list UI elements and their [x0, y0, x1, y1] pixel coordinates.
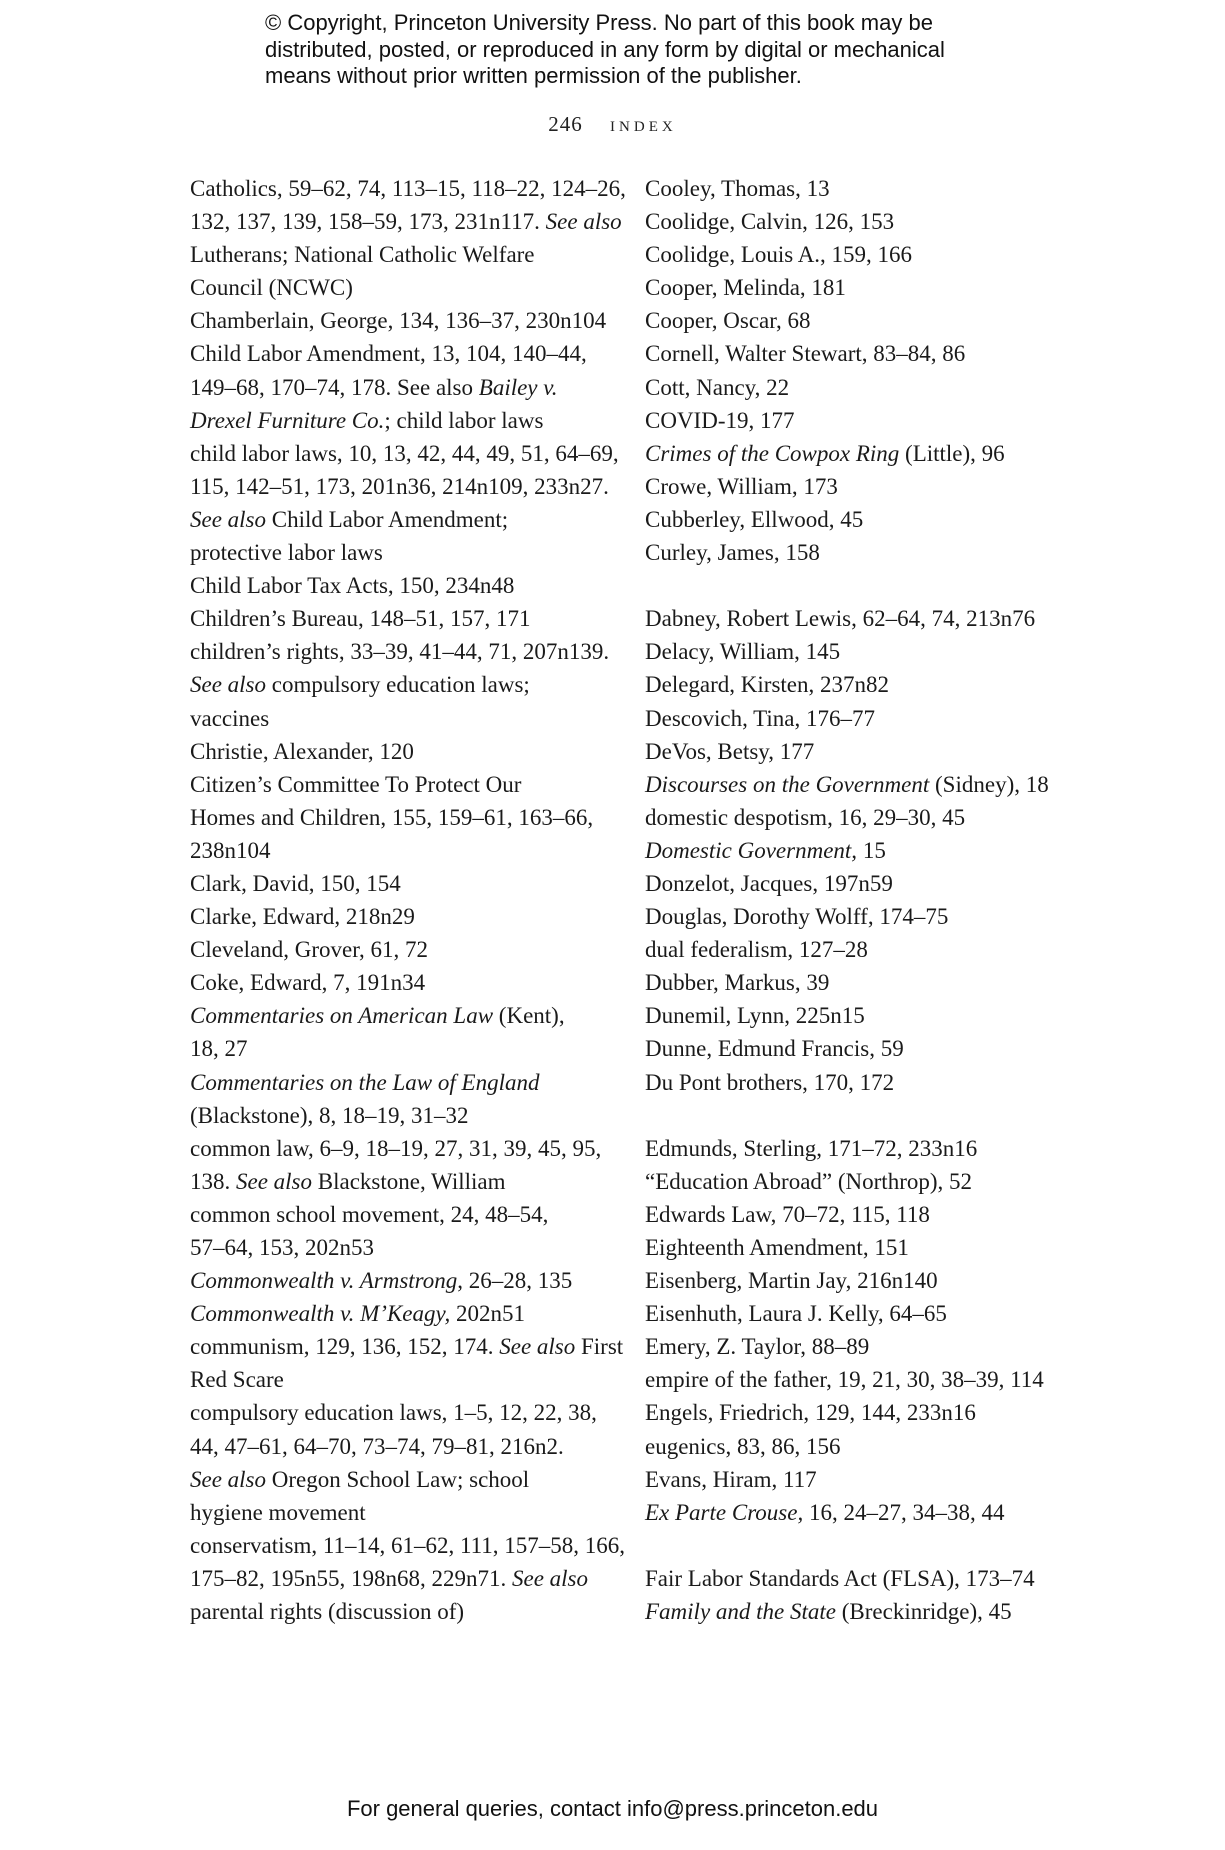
index-entry-line: Dunne, Edmund Francis, 59	[645, 1036, 904, 1062]
index-entry-line: Coke, Edward, 7, 191n34	[190, 970, 426, 996]
index-entry-line: 138. See also Blackstone, William	[190, 1168, 506, 1194]
letter-group-gap	[645, 1529, 1085, 1562]
index-entry	[645, 503, 1085, 536]
index-entry	[645, 867, 1085, 900]
index-entry-line: Chamberlain, George, 134, 136–37, 230n104	[190, 308, 607, 334]
index-entry	[645, 1330, 1085, 1363]
index-entry	[190, 768, 620, 867]
index-entry-line: Cooper, Melinda, 181	[645, 275, 846, 301]
index-entry-line: Engels, Friedrich, 129, 144, 233n16	[645, 1400, 976, 1426]
index-entry-line: 238n104	[190, 837, 271, 863]
copyright-notice	[265, 10, 1025, 90]
index-entry	[645, 735, 1085, 768]
index-entry-line: Edwards Law, 70–72, 115, 118	[645, 1201, 930, 1227]
index-entry	[190, 900, 620, 933]
index-entry-line: Homes and Children, 155, 159–61, 163–66,	[190, 804, 594, 830]
index-entry	[190, 1529, 626, 1628]
index-entry-line: Du Pont brothers, 170, 172	[645, 1069, 895, 1095]
index-entry	[645, 1032, 1085, 1065]
index-entry	[645, 933, 1085, 966]
index-entry	[645, 470, 1085, 503]
index-entry-line: protective labor laws	[190, 540, 383, 566]
index-entry-line: 132, 137, 139, 158–59, 173, 231n117. See also	[190, 209, 622, 235]
index-entry	[190, 304, 620, 337]
index-entry	[645, 1264, 1085, 1297]
copyright-line: distributed, posted, or reproduced in any form by digital or mechanical	[265, 36, 945, 62]
index-entry	[645, 1066, 1085, 1099]
index-entry-line: Child Labor Tax Acts, 150, 234n48	[190, 573, 515, 599]
index-entry	[645, 635, 1085, 668]
index-entry-line: Commonwealth v. Armstrong, 26–28, 135	[190, 1268, 573, 1294]
index-entry-line: See also Child Labor Amendment;	[190, 506, 509, 532]
index-entry	[190, 337, 620, 436]
index-entry	[190, 1066, 620, 1132]
index-entry-line: dual federalism, 127–28	[645, 937, 868, 963]
index-entry	[645, 536, 1085, 569]
index-entry	[645, 1165, 1085, 1198]
index-entry-line: Family and the State (Breckinridge), 45	[645, 1599, 1012, 1625]
index-entry-line: Eighteenth Amendment, 151	[645, 1235, 909, 1260]
index-entry	[190, 1132, 620, 1198]
index-entry-line: Cooper, Oscar, 68	[645, 308, 811, 334]
copyright-line: © Copyright, Princeton University Press. No part of this book may be	[265, 10, 933, 35]
index-entry-line: Crimes of the Cowpox Ring (Little), 96	[645, 440, 1005, 466]
index-entry-line: 115, 142–51, 173, 201n36, 214n109, 233n27.	[190, 473, 609, 499]
index-entry-line: Crowe, William, 173	[645, 473, 838, 499]
index-entry	[645, 1463, 1085, 1496]
index-entry-line: common school movement, 24, 48–54,	[190, 1201, 549, 1227]
index-entry-line: Donzelot, Jacques, 197n59	[645, 870, 893, 896]
index-entry	[645, 271, 1085, 304]
index-entry-line: “Education Abroad” (Northrop), 52	[645, 1168, 973, 1194]
index-entry-line: Council (NCWC)	[190, 275, 353, 301]
section-title: index	[610, 112, 677, 136]
index-entry	[645, 1496, 1085, 1529]
index-entry-line: Dubber, Markus, 39	[645, 970, 830, 996]
index-entry-line: Delacy, William, 145	[645, 639, 841, 665]
index-entry-line: 175–82, 195n55, 198n68, 229n71. See also	[190, 1565, 589, 1591]
index-entry-line: Commentaries on American Law (Kent),	[190, 1003, 565, 1029]
index-entry-line: domestic despotism, 16, 29–30, 45	[645, 804, 966, 830]
index-entry-line: 44, 47–61, 64–70, 73–74, 79–81, 216n2.	[190, 1433, 564, 1459]
index-entry-line: Eisenhuth, Laura J. Kelly, 64–65	[645, 1301, 947, 1327]
index-entry-line: compulsory education laws, 1–5, 12, 22, 38,	[190, 1400, 597, 1426]
footer-contact: For general queries, contact info@press.princeton.edu	[346, 1796, 879, 1821]
index-entry-line: DeVos, Betsy, 177	[645, 738, 815, 764]
index-entry	[190, 867, 620, 900]
index-entry	[645, 1132, 1085, 1165]
index-entry	[645, 602, 1085, 635]
index-entry	[645, 1396, 1085, 1429]
index-entry-line: Coolidge, Calvin, 126, 153	[645, 209, 895, 235]
index-entry-line: Red Scare	[190, 1367, 284, 1393]
index-entry-line: common law, 6–9, 18–19, 27, 31, 39, 45, 95,	[190, 1135, 602, 1161]
index-entry-line: empire of the father, 19, 21, 30, 38–39, 114	[645, 1367, 1044, 1393]
index-entry-line: communism, 129, 136, 152, 174. See also First	[190, 1334, 624, 1360]
index-entry-line: Coolidge, Louis A., 159, 166	[645, 242, 913, 268]
index-entry	[190, 735, 620, 768]
index-entry	[645, 668, 1085, 701]
index-entry-line: Cooley, Thomas, 13	[645, 176, 830, 201]
index-entry	[645, 371, 1085, 404]
letter-group-gap	[645, 1099, 1085, 1132]
index-entry	[645, 404, 1085, 437]
index-entry	[645, 1595, 1085, 1628]
index-entry	[190, 966, 620, 999]
index-entry	[190, 635, 620, 734]
index-entry-line: (Blackstone), 8, 18–19, 31–32	[190, 1102, 469, 1128]
index-entry	[190, 1264, 620, 1297]
index-entry	[190, 1198, 620, 1264]
index-entry	[645, 1562, 1085, 1595]
index-entry-line: Domestic Government, 15	[645, 837, 886, 863]
index-entry	[645, 437, 1085, 470]
index-entry	[645, 1198, 1085, 1231]
index-entry-line: Clark, David, 150, 154	[190, 870, 401, 896]
index-entry	[190, 172, 626, 304]
index-entry	[645, 834, 1085, 867]
index-entry-line: COVID-19, 177	[645, 407, 795, 433]
index-entry-line: Clarke, Edward, 218n29	[190, 904, 415, 930]
index-entry-line: Cubberley, Ellwood, 45	[645, 506, 864, 532]
index-entry	[645, 999, 1085, 1032]
index-entry	[645, 1363, 1085, 1396]
index-entry-line: Fair Labor Standards Act (FLSA), 173–74	[645, 1565, 1035, 1591]
index-entry	[645, 238, 1085, 271]
index-entry-line: Cornell, Walter Stewart, 83–84, 86	[645, 341, 966, 367]
index-entry-line: Delegard, Kirsten, 237n82	[645, 672, 889, 698]
index-entry-line: Christie, Alexander, 120	[190, 738, 414, 764]
page-number: 246	[548, 112, 583, 136]
index-entry-line: 149–68, 170–74, 178. See also Bailey v.	[190, 374, 558, 400]
index-entry-line: Cleveland, Grover, 61, 72	[190, 937, 428, 963]
index-entry-line: conservatism, 11–14, 61–62, 111, 157–58, 166,	[190, 1532, 626, 1558]
index-entry-line: Discourses on the Government (Sidney), 18	[645, 771, 1049, 797]
index-entry-line: Commonwealth v. M’Keagy, 202n51	[190, 1301, 525, 1327]
index-entry	[190, 1297, 620, 1330]
index-entry-line: Curley, James, 158	[645, 540, 820, 566]
index-entry	[645, 304, 1085, 337]
index-entry-line: Descovich, Tina, 176–77	[645, 705, 875, 731]
index-entry-line: parental rights (discussion of)	[190, 1599, 465, 1625]
index-column-left	[190, 172, 626, 1628]
index-entry	[190, 437, 620, 569]
index-entry-line: Lutherans; National Catholic Welfare	[190, 242, 535, 268]
index-entry-line: Child Labor Amendment, 13, 104, 140–44,	[190, 341, 587, 367]
index-entry-line: 57–64, 153, 202n53	[190, 1235, 374, 1260]
index-entry-line: Dabney, Robert Lewis, 62–64, 74, 213n76	[645, 606, 1036, 632]
index-entry	[190, 999, 620, 1065]
index-entry	[645, 1231, 1085, 1264]
index-entry-line: Dunemil, Lynn, 225n15	[645, 1003, 865, 1029]
index-entry-line: Edmunds, Sterling, 171–72, 233n16	[645, 1135, 978, 1161]
index-entry	[645, 172, 1085, 205]
index-entry-line: Evans, Hiram, 117	[645, 1466, 817, 1492]
index-entry	[645, 768, 1085, 801]
index-entry-line: Eisenberg, Martin Jay, 216n140	[645, 1268, 938, 1294]
index-entry	[645, 1430, 1085, 1463]
index-entry-line: Catholics, 59–62, 74, 113–15, 118–22, 124–26,	[190, 176, 626, 201]
index-entry	[190, 602, 620, 635]
index-entry	[645, 702, 1085, 735]
copyright-line: means without prior written permission of the publisher.	[265, 63, 802, 88]
index-entry-line: hygiene movement	[190, 1499, 366, 1525]
index-entry	[190, 1396, 620, 1528]
index-entry-line: See also compulsory education laws;	[190, 672, 530, 698]
index-entry-line: Commentaries on the Law of England	[190, 1069, 540, 1095]
index-entry-line: 18, 27	[190, 1036, 248, 1062]
index-entry-line: Douglas, Dorothy Wolff, 174–75	[645, 904, 949, 930]
index-entry-line: Cott, Nancy, 22	[645, 374, 790, 400]
index-entry-line: Children’s Bureau, 148–51, 157, 171	[190, 606, 531, 632]
index-entry-line: Ex Parte Crouse, 16, 24–27, 34–38, 44	[645, 1499, 1005, 1525]
index-entry	[190, 569, 620, 602]
index-entry	[645, 900, 1085, 933]
index-entry	[645, 337, 1085, 370]
index-entry	[190, 933, 620, 966]
index-entry	[645, 801, 1085, 834]
index-entry-line: eugenics, 83, 86, 156	[645, 1433, 841, 1459]
index-entry-line: child labor laws, 10, 13, 42, 44, 49, 51, 64–69,	[190, 440, 619, 466]
index-entry-line: children’s rights, 33–39, 41–44, 71, 207n139.	[190, 639, 610, 665]
index-column-right	[645, 172, 1085, 1628]
index-entry-line: vaccines	[190, 705, 270, 731]
index-entry-line: Drexel Furniture Co.; child labor laws	[190, 407, 544, 433]
running-head	[0, 112, 1225, 137]
index-entry	[190, 1330, 624, 1396]
index-entry-line: Emery, Z. Taylor, 88–89	[645, 1334, 870, 1360]
index-entry	[645, 1297, 1085, 1330]
letter-group-gap	[645, 569, 1085, 602]
index-entry-line: Citizen’s Committee To Protect Our	[190, 771, 522, 797]
index-entry	[645, 205, 1085, 238]
index-entry-line: See also Oregon School Law; school	[190, 1466, 530, 1492]
index-entry	[645, 966, 1085, 999]
